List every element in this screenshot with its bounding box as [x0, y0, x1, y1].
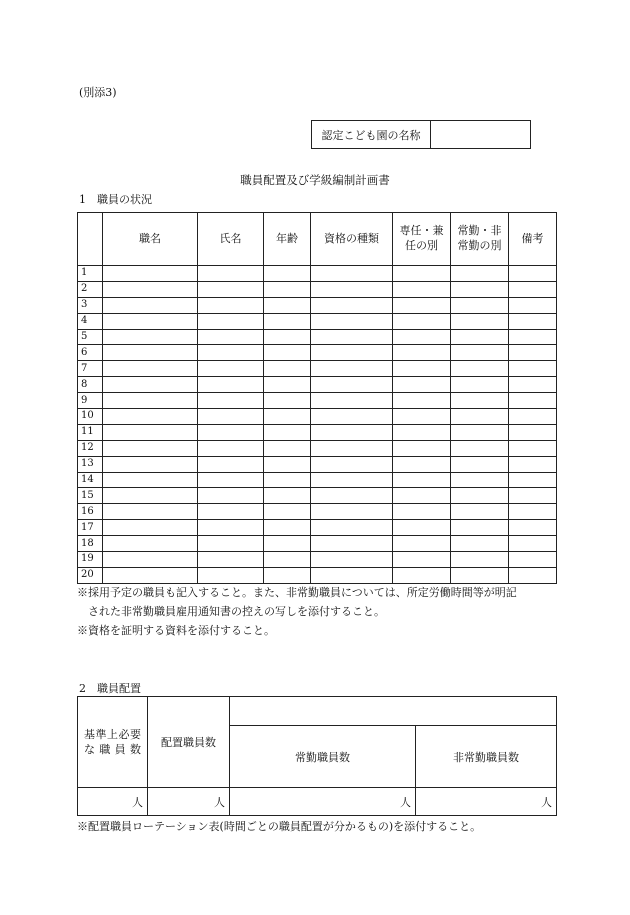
required-staff-label: 基準上必要な職員数 — [78, 697, 148, 788]
table-cell[interactable] — [264, 377, 311, 393]
row-number: 19 — [78, 552, 103, 568]
table-cell[interactable] — [393, 377, 451, 393]
table-cell[interactable] — [393, 345, 451, 361]
table-cell[interactable] — [451, 520, 509, 536]
table-cell[interactable] — [393, 313, 451, 329]
table-cell[interactable] — [103, 536, 198, 552]
table-cell[interactable] — [393, 329, 451, 345]
table-cell[interactable] — [509, 536, 557, 552]
table-row — [78, 313, 557, 329]
table-row — [78, 297, 557, 313]
table-cell[interactable] — [451, 440, 509, 456]
table-row — [78, 345, 557, 361]
table-cell[interactable] — [311, 345, 393, 361]
note-line-1: ※採用予定の職員も記入すること。また、非常勤職員については、所定労働時間等が明記 — [77, 586, 517, 599]
header-job-title: 職名 — [103, 213, 198, 266]
table-cell[interactable] — [451, 504, 509, 520]
table-row — [78, 536, 557, 552]
table-cell[interactable] — [264, 440, 311, 456]
table-cell[interactable] — [103, 472, 198, 488]
row-number: 13 — [78, 456, 103, 472]
table-cell[interactable] — [198, 266, 264, 282]
row-number: 15 — [78, 488, 103, 504]
table-cell[interactable] — [103, 504, 198, 520]
table-row — [78, 567, 557, 583]
table-cell[interactable] — [103, 329, 198, 345]
header-fulltime-parttime: 常勤・非常勤の別 — [451, 213, 509, 266]
table-cell[interactable] — [509, 472, 557, 488]
table-row — [78, 456, 557, 472]
row-number: 18 — [78, 536, 103, 552]
table-cell[interactable] — [103, 488, 198, 504]
row-number: 9 — [78, 393, 103, 409]
table-cell[interactable] — [103, 266, 198, 282]
table-cell[interactable] — [311, 313, 393, 329]
table-cell[interactable] — [451, 313, 509, 329]
table-cell[interactable] — [509, 409, 557, 425]
row-number: 17 — [78, 520, 103, 536]
table-cell[interactable] — [311, 456, 393, 472]
table-cell[interactable] — [509, 361, 557, 377]
staff-table — [77, 212, 557, 584]
table-cell[interactable] — [264, 329, 311, 345]
table-cell[interactable] — [264, 345, 311, 361]
table-cell[interactable] — [198, 424, 264, 440]
table-cell[interactable] — [451, 424, 509, 440]
table-cell[interactable] — [393, 552, 451, 568]
table-cell[interactable] — [103, 377, 198, 393]
note-line-2: された非常勤職員雇用通知書の控えの写しを添付すること。 — [88, 604, 385, 618]
table-cell[interactable] — [393, 393, 451, 409]
row-number: 6 — [78, 345, 103, 361]
table-cell[interactable] — [393, 424, 451, 440]
table-cell[interactable] — [451, 281, 509, 297]
required-staff-count[interactable]: 人 — [78, 788, 148, 816]
table-cell[interactable] — [393, 456, 451, 472]
table-cell[interactable] — [198, 456, 264, 472]
table-cell[interactable] — [264, 488, 311, 504]
allocation-breakdown-cell — [230, 697, 557, 726]
table-cell[interactable] — [311, 536, 393, 552]
fulltime-staff-label: 常勤職員数 — [230, 726, 416, 788]
table-cell[interactable] — [393, 520, 451, 536]
rotation-note: ※配置職員ローテーション表(時間ごとの職員配置が分かるもの)を添付すること。 — [77, 820, 482, 833]
fulltime-staff-count[interactable]: 人 — [230, 788, 416, 816]
table-cell[interactable] — [451, 409, 509, 425]
table-cell[interactable] — [198, 440, 264, 456]
table-cell[interactable] — [264, 266, 311, 282]
table-cell[interactable] — [264, 409, 311, 425]
header-name: 氏名 — [198, 213, 264, 266]
table-cell[interactable] — [393, 361, 451, 377]
table-cell[interactable] — [393, 536, 451, 552]
table-cell[interactable] — [198, 472, 264, 488]
table-cell[interactable] — [509, 377, 557, 393]
table-cell[interactable] — [393, 504, 451, 520]
table-row — [78, 424, 557, 440]
table-cell[interactable] — [264, 313, 311, 329]
table-cell[interactable] — [393, 567, 451, 583]
header-qualification: 資格の種類 — [311, 213, 393, 266]
table-cell[interactable] — [103, 440, 198, 456]
table-cell[interactable] — [103, 313, 198, 329]
table-cell[interactable] — [264, 504, 311, 520]
table-cell[interactable] — [393, 440, 451, 456]
table-cell[interactable] — [451, 552, 509, 568]
table-cell[interactable] — [311, 266, 393, 282]
table-row — [78, 377, 557, 393]
table-cell[interactable] — [393, 297, 451, 313]
table-cell[interactable] — [451, 393, 509, 409]
table-cell[interactable] — [103, 393, 198, 409]
table-cell[interactable] — [198, 297, 264, 313]
table-cell[interactable] — [509, 424, 557, 440]
table-cell[interactable] — [264, 552, 311, 568]
table-cell[interactable] — [198, 488, 264, 504]
table-cell[interactable] — [198, 377, 264, 393]
table-row — [78, 552, 557, 568]
table-cell[interactable] — [451, 266, 509, 282]
table-cell[interactable] — [311, 377, 393, 393]
assigned-staff-count[interactable]: 人 — [148, 788, 230, 816]
table-cell[interactable] — [509, 297, 557, 313]
table-cell[interactable] — [311, 281, 393, 297]
table-cell[interactable] — [198, 393, 264, 409]
table-cell[interactable] — [509, 266, 557, 282]
center-name-table — [311, 120, 531, 149]
table-cell[interactable] — [198, 409, 264, 425]
center-name-field[interactable] — [431, 121, 531, 149]
table-cell[interactable] — [264, 281, 311, 297]
table-cell[interactable] — [509, 456, 557, 472]
header-remarks: 備考 — [509, 213, 557, 266]
table-cell[interactable] — [311, 567, 393, 583]
table-row — [78, 520, 557, 536]
table-cell[interactable] — [393, 266, 451, 282]
row-number: 8 — [78, 377, 103, 393]
table-cell[interactable] — [264, 456, 311, 472]
parttime-staff-count[interactable]: 人 — [416, 788, 557, 816]
row-number: 7 — [78, 361, 103, 377]
table-row — [78, 472, 557, 488]
center-name-label: 認定こども園の名称 — [312, 121, 431, 149]
table-cell[interactable] — [264, 393, 311, 409]
table-cell[interactable] — [198, 361, 264, 377]
table-cell[interactable] — [103, 456, 198, 472]
table-cell[interactable] — [451, 297, 509, 313]
table-cell[interactable] — [509, 488, 557, 504]
table-cell[interactable] — [103, 361, 198, 377]
row-number: 1 — [78, 266, 103, 282]
table-cell[interactable] — [509, 393, 557, 409]
row-number: 3 — [78, 297, 103, 313]
table-cell[interactable] — [509, 440, 557, 456]
row-number: 5 — [78, 329, 103, 345]
header-dedicated-concurrent: 専任・兼任の別 — [393, 213, 451, 266]
header-age: 年齢 — [264, 213, 311, 266]
table-cell[interactable] — [509, 313, 557, 329]
table-cell[interactable] — [264, 567, 311, 583]
table-cell[interactable] — [509, 552, 557, 568]
table-cell[interactable] — [311, 488, 393, 504]
table-row — [78, 281, 557, 297]
assigned-staff-label: 配置職員数 — [148, 697, 230, 788]
table-cell[interactable] — [198, 520, 264, 536]
row-number: 12 — [78, 440, 103, 456]
parttime-staff-label: 非常勤職員数 — [416, 726, 557, 788]
table-cell[interactable] — [311, 297, 393, 313]
table-row — [78, 488, 557, 504]
table-row — [78, 361, 557, 377]
table-cell[interactable] — [311, 504, 393, 520]
note-line-3: ※資格を証明する資料を添付すること。 — [77, 624, 275, 637]
table-cell[interactable] — [103, 281, 198, 297]
table-cell[interactable] — [103, 424, 198, 440]
table-cell[interactable] — [198, 536, 264, 552]
table-cell[interactable] — [311, 440, 393, 456]
row-number: 4 — [78, 313, 103, 329]
table-cell[interactable] — [103, 567, 198, 583]
table-cell[interactable] — [103, 297, 198, 313]
table-cell[interactable] — [311, 393, 393, 409]
table-cell[interactable] — [451, 536, 509, 552]
table-cell[interactable] — [264, 297, 311, 313]
table-cell[interactable] — [103, 552, 198, 568]
row-number: 20 — [78, 567, 103, 583]
table-cell[interactable] — [103, 409, 198, 425]
row-number: 11 — [78, 424, 103, 440]
table-cell[interactable] — [198, 552, 264, 568]
table-cell[interactable] — [451, 361, 509, 377]
table-cell[interactable] — [451, 567, 509, 583]
table-cell[interactable] — [393, 281, 451, 297]
table-cell[interactable] — [451, 377, 509, 393]
table-row — [78, 504, 557, 520]
table-row — [78, 329, 557, 345]
table-cell[interactable] — [198, 281, 264, 297]
row-number: 10 — [78, 409, 103, 425]
table-cell[interactable] — [509, 504, 557, 520]
header-number — [78, 213, 103, 266]
table-row — [78, 409, 557, 425]
table-cell[interactable] — [451, 472, 509, 488]
attachment-label: (別添3) — [79, 86, 117, 99]
row-number: 2 — [78, 281, 103, 297]
table-row — [78, 266, 557, 282]
table-cell[interactable] — [198, 504, 264, 520]
table-cell[interactable] — [509, 281, 557, 297]
table-cell[interactable] — [393, 409, 451, 425]
staff-allocation-table — [77, 696, 557, 816]
table-cell[interactable] — [451, 329, 509, 345]
row-number: 16 — [78, 504, 103, 520]
section2-heading: 2 職員配置 — [79, 682, 141, 695]
table-cell[interactable] — [393, 472, 451, 488]
table-cell[interactable] — [451, 345, 509, 361]
table-cell[interactable] — [264, 424, 311, 440]
table-cell[interactable] — [451, 456, 509, 472]
table-cell[interactable] — [198, 345, 264, 361]
staff-table-header — [78, 213, 557, 266]
table-cell[interactable] — [311, 552, 393, 568]
table-cell[interactable] — [509, 329, 557, 345]
table-cell[interactable] — [264, 536, 311, 552]
table-row — [78, 393, 557, 409]
table-cell[interactable] — [311, 329, 393, 345]
table-cell[interactable] — [509, 520, 557, 536]
table-cell[interactable] — [198, 313, 264, 329]
table-cell[interactable] — [451, 488, 509, 504]
staff-notes — [77, 584, 567, 621]
table-cell[interactable] — [311, 424, 393, 440]
table-cell[interactable] — [509, 567, 557, 583]
table-cell[interactable] — [311, 472, 393, 488]
table-cell[interactable] — [198, 567, 264, 583]
document-title: 職員配置及び学級編制計画書 — [240, 173, 390, 187]
table-cell[interactable] — [103, 345, 198, 361]
table-cell[interactable] — [264, 520, 311, 536]
table-row — [78, 440, 557, 456]
table-cell[interactable] — [103, 520, 198, 536]
table-cell[interactable] — [264, 472, 311, 488]
table-cell[interactable] — [311, 361, 393, 377]
table-cell[interactable] — [393, 488, 451, 504]
table-cell[interactable] — [509, 345, 557, 361]
table-cell[interactable] — [311, 520, 393, 536]
table-cell[interactable] — [311, 409, 393, 425]
table-cell[interactable] — [264, 361, 311, 377]
section1-heading: 1 職員の状況 — [79, 193, 152, 206]
row-number: 14 — [78, 472, 103, 488]
table-cell[interactable] — [198, 329, 264, 345]
